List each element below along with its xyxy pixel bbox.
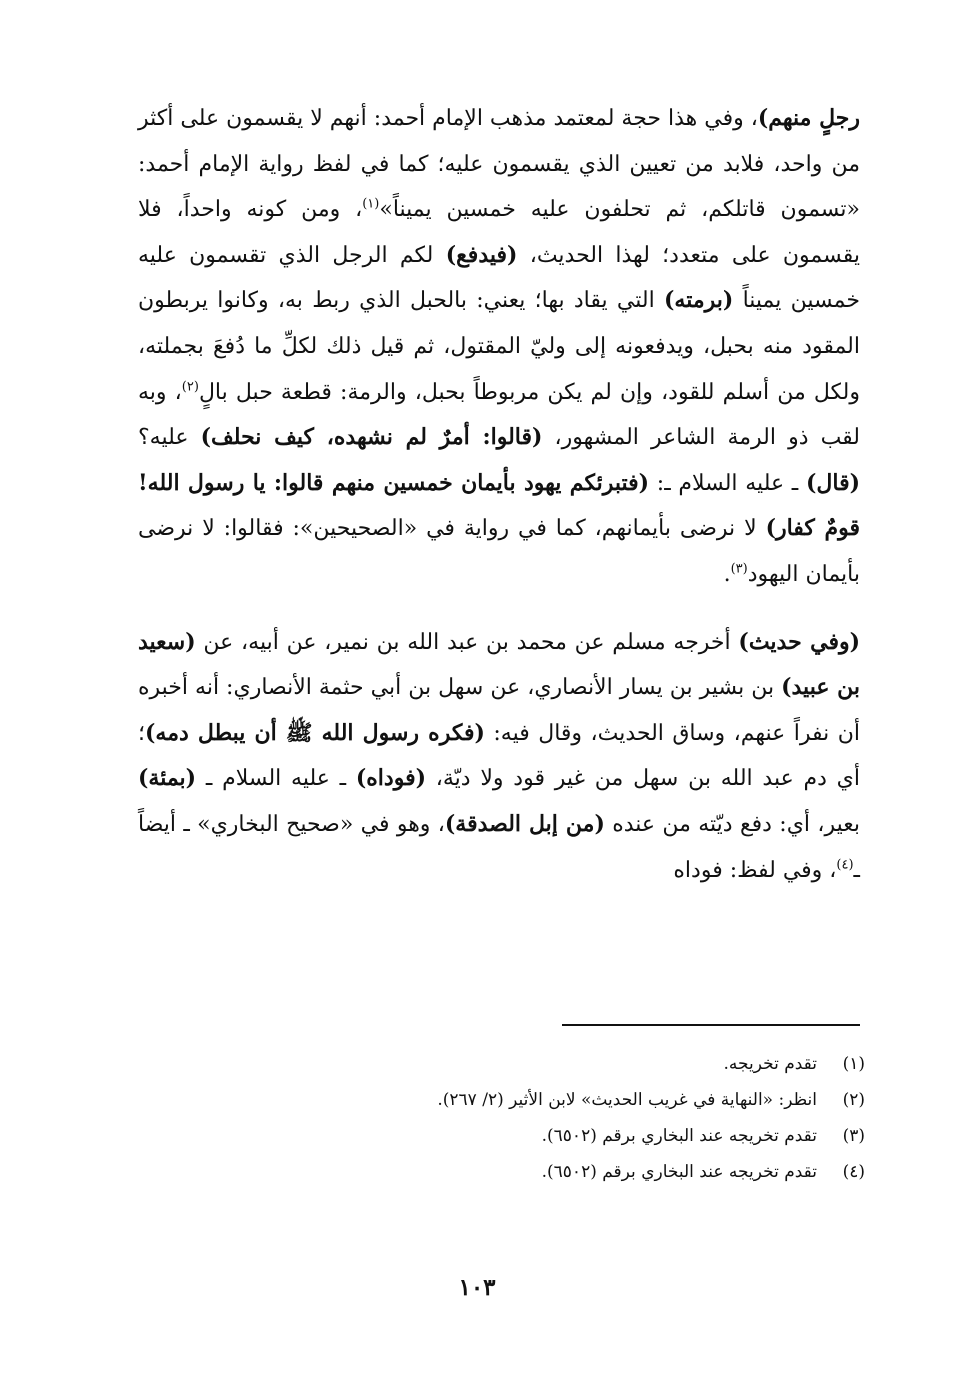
footnote-ref-2: (٢) (181, 379, 199, 395)
bold-phrase: (قال) (805, 469, 860, 496)
text-run: عليه؟ (138, 425, 201, 451)
footnote-ref-3: (٣) (730, 561, 748, 577)
bold-phrase: (سعيد بن عبيد) (138, 628, 860, 701)
footnote-text: تقدم تخريجه. (723, 1054, 817, 1074)
footnote-item (250, 1154, 865, 1190)
paragraph-2 (138, 620, 860, 894)
bold-phrase: (فيدفع) (445, 241, 518, 268)
text-run: ، ومن كونه واحداً، فلا يقسمون على متعدد؛ لهذا الحديث، (138, 197, 860, 268)
page-number: ١٠٣ (458, 1274, 496, 1301)
text-run: أخرجه مسلم عن محمد بن عبد الله بن نمير، عن أبيه، عن (195, 629, 739, 655)
footnote-number: (٤) (842, 1162, 865, 1182)
footnote-number: (٢) (842, 1090, 865, 1110)
footnote-item (250, 1082, 865, 1118)
footnote-text: انظر: «النهاية في غريب الحديث» لابن الأثير (٢/ ٢٦٧). (437, 1090, 817, 1110)
text-run: لكم الرجل الذي تقسمون عليه خمسين يميناً (138, 242, 860, 314)
bold-phrase: (من إبل الصدقة) (444, 810, 605, 837)
text-run: . (723, 561, 731, 587)
footnote-ref-4: (٤) (836, 857, 854, 873)
bold-phrase: (وفي حديث) (738, 628, 860, 655)
text-run: التي يقاد بها؛ يعني: بالحبل الذي ربط به، وكانوا يربطون المقود منه بحبل، ويدفعونه إلى وليّ المقتول، ثم قيل ذلك لكلِّ ما دُفعَ بجملته، ولكل من أسلم للقود، وإن لم يكن مربوطاً بحبل، والرمة: قطعة حبل بالٍ (138, 288, 861, 405)
bold-phrase: رجلٍ منهم) (757, 105, 860, 131)
text-run: بن بشير بن يسار الأنصاري، عن سهل بن أبي حثمة الأنصاري: أنه أخبره أن نفراً عنهم، وساق الحديث، وقال فيه: (138, 675, 860, 746)
footnote-ref-1: (١) (362, 196, 380, 212)
text-run: ، وفي هذا حجة لمعتمد مذهب الإمام أحمد: أنهم لا يقسمون على أكثر من واحد، فلابد من تعيين الذي يقسمون عليه؛ كما في لفظ رواية الإمام أحمد: «تسمون قاتلكم، ثم تحلفون عليه خمسين يميناً» (138, 106, 860, 223)
footnote-text: تقدم تخريجه عند البخاري برقم (٦٥٠٢). (541, 1162, 817, 1182)
footnote-separator (562, 1024, 860, 1026)
main-text (138, 96, 860, 893)
footnote-text: تقدم تخريجه عند البخاري برقم (٦٥٠٢). (541, 1126, 817, 1146)
footnote-item (250, 1118, 865, 1154)
footnote-item (250, 1046, 865, 1082)
text-run: بعير، أي: دفع ديّته من عنده (604, 811, 860, 837)
text-run: ـ عليه السلام ـ (196, 766, 356, 792)
text-run: ، وهو في «صحيح البخاري» ـ أيضاً ـ (138, 811, 860, 883)
text-run: ؛ أي دم عبد الله بن سهل من غير قود ولا ديّة، (138, 720, 861, 792)
bold-phrase: (فتبرئكم يهود بأيمان خمسين منهم قالوا: يا رسول الله! قومٌ كفار) (138, 469, 860, 542)
text-run: ، وفي لفظ: فوداه (673, 857, 837, 883)
footnote-number: (٣) (842, 1126, 865, 1146)
text-run: ـ عليه السلام ـ: (649, 470, 806, 496)
text-run: لا نرضى بأيمانهم، كما في رواية في «الصحيحين»: فقالوا: لا نرضى بأيمان اليهود (138, 516, 860, 587)
bold-phrase: (فوداه) (355, 765, 427, 792)
text-run: ، وبه لقب ذو الرمة الشاعر المشهور، (138, 379, 861, 451)
footnotes (250, 1046, 865, 1190)
bold-phrase: (قالوا: أمرٌ لم نشهده، كيف نحلف) (200, 424, 543, 451)
bold-phrase: (بمئة) (138, 765, 197, 792)
bold-phrase: (برمته) (663, 287, 734, 314)
paragraph-1 (138, 96, 860, 598)
footnote-number: (١) (842, 1054, 865, 1074)
bold-phrase: (فكره رسول الله ﷺ أن يبطل دمه) (145, 719, 485, 746)
